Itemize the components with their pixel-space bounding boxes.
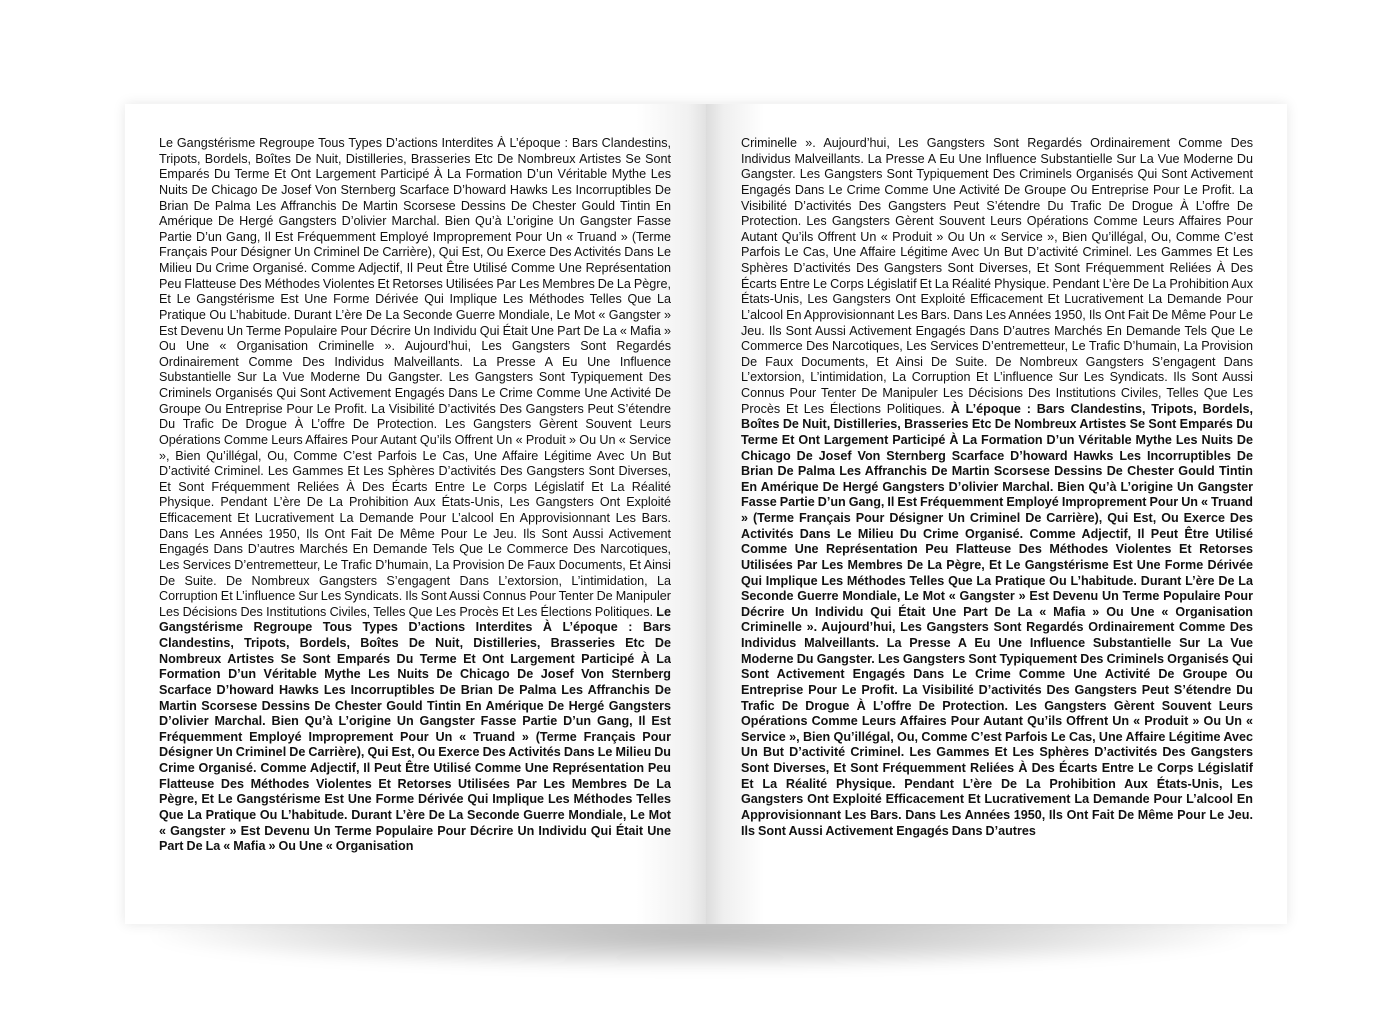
right-page-regular-text: Criminelle ». Aujourd’hui, Les Gangsters Sont Regardés Ordinairement Comme Des Individus Malveillants. La Presse A Eu Une Influence Substantielle Sur La Vue Moderne Du Gangster. Les Gangsters Sont Typiquement Des Criminels Organisés Qui Sont Activement Engagés Dans Le Crime Comme Une Activité De Groupe Ou Entreprise Pour Le Profit. La Visibilité D’activités Des Gangsters Peut S’étendre Du Trafic De Drogue À L’offre De Protection. Les Gangsters Gèrent Souvent Leurs Opérations Comme Leurs Affaires Pour Autant Qu’ils Offrent Un « Produit » Ou Un « Service », Bien Qu’illégal, Ou, Comme C’est Parfois Le Cas, Une Affaire Légitime Avec Un But D’activité Criminel. Les Gammes Et Les Sphères D’activités Des Gangsters Sont Diverses, Et Sont Fréquemment Reliées À Des Écarts Entre Le Corps Législatif Et La Réalité Physique. Pendant L’ère De La Prohibition Aux États-Unis, Les Gangsters Ont Exploité Efficacement Et Lucrativement La Demande Pour L’alcool En Approvisionnant Les Bars. Dans Les Années 1950, Ils Ont Fait De Même Pour Le Jeu. Ils Sont Aussi Activement Engagés Dans D’autres Marchés En Demande Tels Que Le Commerce Des Narcotiques, Les Services D’entremetteur, Le Trafic D’humain, La Provision De Faux Documents, Et Ainsi De Suite. De Nombreux Gangsters S’engagent Dans L’extorsion, L’intimidation, La Corruption Et L’influence Sur Les Syndicats. Ils Sont Aussi Connus Pour Tenter De Manipuler Les Décisions Des Institutions Civiles, Telles Que Les Procès Et Les Élections Politiques. bbox=[741, 136, 1253, 416]
right-page bbox=[706, 104, 1287, 924]
book-spread bbox=[125, 104, 1287, 924]
left-page bbox=[125, 104, 706, 924]
left-page-bold-text: Le Gangstérisme Regroupe Tous Types D’actions Interdites À L’époque : Bars Clandestins, Tripots, Bordels, Boîtes De Nuit, Distilleries, Brasseries Etc De Nombreux Artistes Se Sont Emparés Du Terme Et Ont Largement Participé À La Formation D’un Véritable Mythe Les Nuits De Chicago De Josef Von Sternberg Scarface D’howard Hawks Les Incorruptibles De Brian De Palma Les Affranchis De Martin Scorsese Dessins De Chester Gould Tintin En Amérique De Hergé Gangsters D’olivier Marchal. Bien Qu’à L’origine Un Gangster Fasse Partie D’un Gang, Il Est Fréquemment Employé Improprement Pour Un « Truand » (Terme Français Pour Désigner Un Criminel De Carrière), Qui Est, Ou Exerce Des Activités Dans Le Milieu Du Crime Organisé. Comme Adjectif, Il Peut Être Utilisé Comme Une Représentation Peu Flatteuse Des Méthodes Violentes Et Retorses Utilisées Par Les Membres De La Pègre, Et Le Gangstérisme Est Une Forme Dérivée Qui Implique Les Méthodes Telles Que La Pratique Ou L’habitude. Durant L’ère De La Seconde Guerre Mondiale, Le Mot « Gangster » Est Devenu Un Terme Populaire Pour Décrire Un Individu Qui Était Une Part De La « Mafia » Ou Une « Organisation bbox=[159, 604, 671, 854]
right-page-bold-text: À L’époque : Bars Clandestins, Tripots, Bordels, Boîtes De Nuit, Distilleries, Brasseries Etc De Nombreux Artistes Se Sont Emparés Du Terme Et Ont Largement Participé À La Formation D’un Véritable Mythe Les Nuits De Chicago De Josef Von Sternberg Scarface D’howard Hawks Les Incorruptibles De Brian De Palma Les Affranchis De Martin Scorsese Dessins De Chester Gould Tintin En Amérique De Hergé Gangsters D’olivier Marchal. Bien Qu’à L’origine Un Gangster Fasse Partie D’un Gang, Il Est Fréquemment Employé Improprement Pour Un « Truand » (Terme Français Pour Désigner Un Criminel De Carrière), Qui Est, Ou Exerce Des Activités Dans Le Milieu Du Crime Organisé. Comme Adjectif, Il Peut Être Utilisé Comme Une Représentation Peu Flatteuse Des Méthodes Violentes Et Retorses Utilisées Par Les Membres De La Pègre, Et Le Gangstérisme Est Une Forme Dérivée Qui Implique Les Méthodes Telles Que La Pratique Ou L’habitude. Durant L’ère De La Seconde Guerre Mondiale, Le Mot « Gangster » Est Devenu Un Terme Populaire Pour Décrire Un Individu Qui Était Une Part De La « Mafia » Ou Une « Organisation Criminelle ». Aujourd’hui, Les Gangsters Sont Regardés Ordinairement Comme Des Individus Malveillants. La Presse A Eu Une Influence Substantielle Sur La Vue Moderne Du Gangster. Les Gangsters Sont Typiquement Des Criminels Organisés Qui Sont Activement Engagés Dans Le Crime Comme Une Activité De Groupe Ou Entreprise Pour Le Profit. La Visibilité D’activités Des Gangsters Peut S’étendre Du Trafic De Drogue À L’offre De Protection. Les Gangsters Gèrent Souvent Leurs Opérations Comme Leurs Affaires Pour Autant Qu’ils Offrent Un « Produit » Ou Un « Service », Bien Qu’illégal, Ou, Comme C’est Parfois Le Cas, Une Affaire Légitime Avec Un But D’activité Criminel. Les Gammes Et Les Sphères D’activités Des Gangsters Sont Diverses, Et Sont Fréquemment Reliées À Des Écarts Entre Le Corps Législatif Et La Réalité Physique. Pendant L’ère De La Prohibition Aux États-Unis, Les Gangsters Ont Exploité Efficacement Et Lucrativement La Demande Pour L’alcool En Approvisionnant Les Bars. Dans Les Années 1950, Ils Ont Fait De Même Pour Le Jeu. Ils Sont Aussi Activement Engagés Dans D’autres bbox=[741, 401, 1253, 838]
right-page-text-block bbox=[741, 136, 1253, 888]
left-page-text-block bbox=[159, 136, 671, 888]
left-page-regular-text: Le Gangstérisme Regroupe Tous Types D’actions Interdites À L’époque : Bars Clandestins, Tripots, Bordels, Boîtes De Nuit, Distilleries, Brasseries Etc De Nombreux Artistes Se Sont Emparés Du Terme Et Ont Largement Participé À La Formation D’un Véritable Mythe Les Nuits De Chicago De Josef Von Sternberg Scarface D’howard Hawks Les Incorruptibles De Brian De Palma Les Affranchis De Martin Scorsese Dessins De Chester Gould Tintin En Amérique De Hergé Gangsters D’olivier Marchal. Bien Qu’à L’origine Un Gangster Fasse Partie D’un Gang, Il Est Fréquemment Employé Improprement Pour Un « Truand » (Terme Français Pour Désigner Un Criminel De Carrière), Qui Est, Ou Exerce Des Activités Dans Le Milieu Du Crime Organisé. Comme Adjectif, Il Peut Être Utilisé Comme Une Représentation Peu Flatteuse Des Méthodes Violentes Et Retorses Utilisées Par Les Membres De La Pègre, Et Le Gangstérisme Est Une Forme Dérivée Qui Implique Les Méthodes Telles Que La Pratique Ou L’habitude. Durant L’ère De La Seconde Guerre Mondiale, Le Mot « Gangster » Est Devenu Un Terme Populaire Pour Décrire Un Individu Qui Était Une Part De La « Mafia » Ou Une « Organisation Criminelle ». Aujourd’hui, Les Gangsters Sont Regardés Ordinairement Comme Des Individus Malveillants. La Presse A Eu Une Influence Substantielle Sur La Vue Moderne Du Gangster. Les Gangsters Sont Typiquement Des Criminels Organisés Qui Sont Activement Engagés Dans Le Crime Comme Une Activité De Groupe Ou Entreprise Pour Le Profit. La Visibilité D’activités Des Gangsters Peut S’étendre Du Trafic De Drogue À L’offre De Protection. Les Gangsters Gèrent Souvent Leurs Opérations Comme Leurs Affaires Pour Autant Qu’ils Offrent Un « Produit » Ou Un « Service », Bien Qu’illégal, Ou, Comme C’est Parfois Le Cas, Une Affaire Légitime Avec Un But D’activité Criminel. Les Gammes Et Les Sphères D’activités Des Gangsters Sont Diverses, Et Sont Fréquemment Reliées À Des Écarts Entre Le Corps Législatif Et La Réalité Physique. Pendant L’ère De La Prohibition Aux États-Unis, Les Gangsters Ont Exploité Efficacement Et Lucrativement La Demande Pour L’alcool En Approvisionnant Les Bars. Dans Les Années 1950, Ils Ont Fait De Même Pour Le Jeu. Ils Sont Aussi Activement Engagés Dans D’autres Marchés En Demande Tels Que Le Commerce Des Narcotiques, Les Services D’entremetteur, Le Trafic D’humain, La Provision De Faux Documents, Et Ainsi De Suite. De Nombreux Gangsters S’engagent Dans L’extorsion, L’intimidation, La Corruption Et L’influence Sur Les Syndicats. Ils Sont Aussi Connus Pour Tenter De Manipuler Les Décisions Des Institutions Civiles, Telles Que Les Procès Et Les Élections Politiques. bbox=[159, 136, 671, 619]
